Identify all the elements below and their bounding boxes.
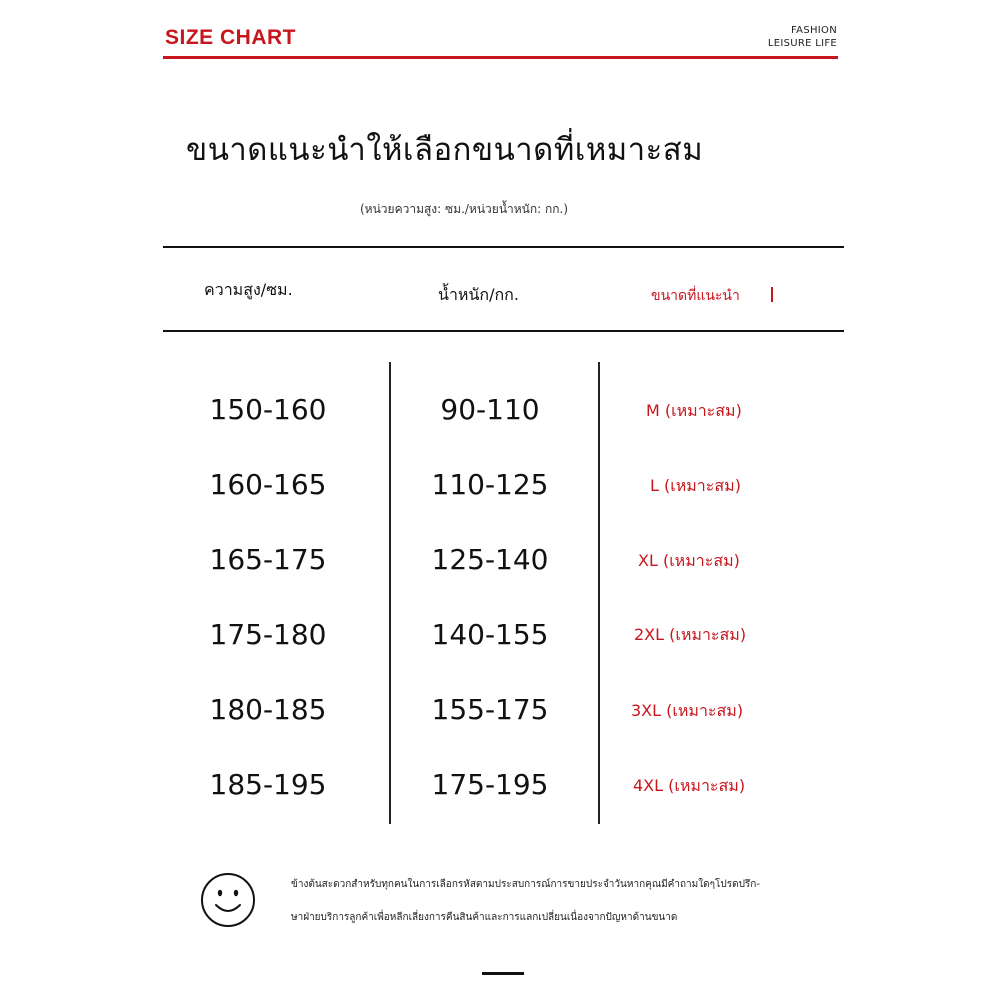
cell-height: 150-160 xyxy=(209,393,327,426)
cell-weight: 175-195 xyxy=(431,768,549,801)
header-accent-mark xyxy=(771,287,773,302)
cell-weight: 110-125 xyxy=(431,468,549,501)
brand-tagline xyxy=(768,24,837,50)
cell-size: 2XL (เหมาะสม) xyxy=(634,625,747,644)
note-line-1: ข้างต้นสะดวกสำหรับทุกคนในการเลือกรหัสตามประสบการณ์การขายประจำวันหากคุณมีคำถามใดๆโปรดปรึก- xyxy=(291,879,760,890)
column-header-size: ขนาดที่แนะนำ xyxy=(651,288,740,304)
cell-size: L (เหมาะสม) xyxy=(650,476,741,495)
header-divider xyxy=(163,56,838,59)
cell-size: M (เหมาะสม) xyxy=(646,401,742,420)
cell-height: 185-195 xyxy=(209,768,327,801)
cell-weight: 125-140 xyxy=(431,543,549,576)
cell-size: XL (เหมาะสม) xyxy=(638,551,740,570)
cell-height: 175-180 xyxy=(209,618,327,651)
column-divider-2 xyxy=(598,362,600,824)
cell-weight: 155-175 xyxy=(431,693,549,726)
table-top-rule xyxy=(163,246,844,248)
tagline-line-2: LEISURE LIFE xyxy=(767,38,837,49)
cell-height: 160-165 xyxy=(209,468,327,501)
tagline-line-1: FASHION xyxy=(791,25,837,36)
cell-height: 180-185 xyxy=(209,693,327,726)
column-divider-1 xyxy=(389,362,391,824)
page-heading: ขนาดแนะนำให้เลือกขนาดที่เหมาะสม xyxy=(186,132,704,168)
cell-size: 4XL (เหมาะสม) xyxy=(633,776,746,795)
unit-note: (หน่วยความสูง: ซม./หน่วยน้ำหนัก: กก.) xyxy=(360,202,569,216)
column-header-height: ความสูง/ซม. xyxy=(204,280,293,299)
cell-weight: 90-110 xyxy=(440,393,540,426)
column-header-weight: น้ำหนัก/กก. xyxy=(438,285,519,304)
size-chart-title: SIZE CHART xyxy=(165,26,296,49)
smiley-face-icon xyxy=(200,872,256,928)
cell-size: 3XL (เหมาะสม) xyxy=(631,701,744,720)
cell-weight: 140-155 xyxy=(431,618,549,651)
bottom-divider xyxy=(482,972,524,975)
table-header-rule xyxy=(163,330,844,332)
note-line-2: ษาฝ่ายบริการลูกค้าเพื่อหลีกเลี่ยงการคืนสินค้าและการแลกเปลี่ยนเนื่องจากปัญหาด้านขนาด xyxy=(291,912,678,923)
cell-height: 165-175 xyxy=(209,543,327,576)
